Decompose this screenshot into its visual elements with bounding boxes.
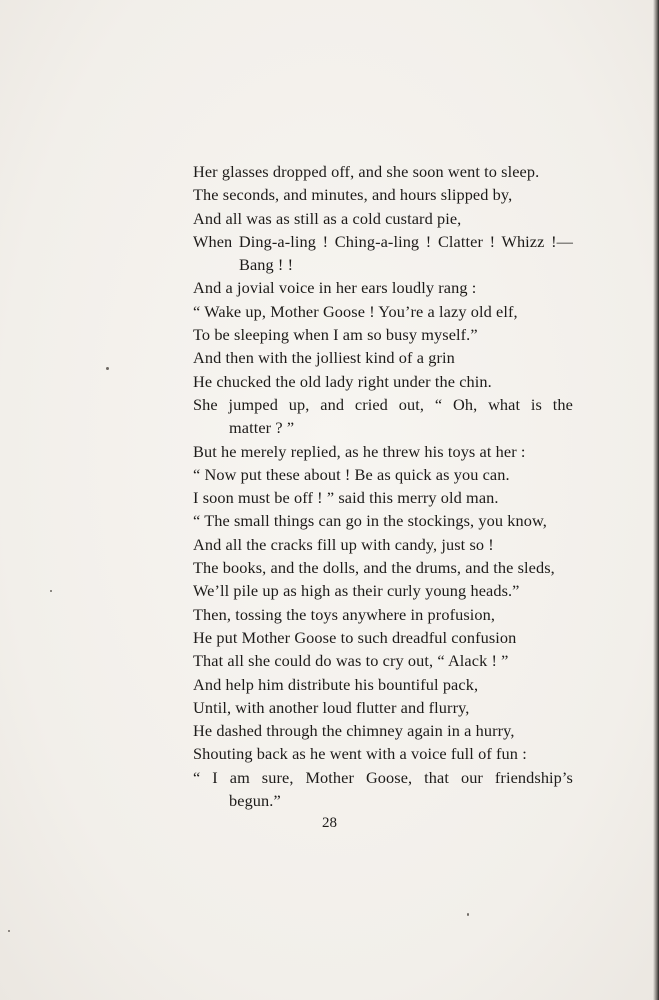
poem-line: Until, with another loud flutter and flurry, xyxy=(193,697,470,717)
poem-line: And all was as still as a cold custard pie, xyxy=(193,208,462,228)
paper-speck xyxy=(8,930,10,932)
poem-line: He put Mother Goose to such dreadful confusion xyxy=(193,627,517,647)
poem-line: We’ll pile up as high as their curly young heads.” xyxy=(193,581,520,601)
poem-line: “ I am sure, Mother Goose, that our friendship’s xyxy=(193,767,573,787)
page-number: 28 xyxy=(322,815,337,831)
poem-line: The books, and the dolls, and the drums, and the sleds, xyxy=(193,558,555,578)
poem-line: And all the cracks fill up with candy, just so ! xyxy=(193,534,494,554)
poem-line: I soon must be off ! ” said this merry old man. xyxy=(193,488,499,508)
poem-line: “ Wake up, Mother Goose ! You’re a lazy old elf, xyxy=(193,301,518,321)
poem-line: Shouting back as he went with a voice full of fun : xyxy=(193,744,527,764)
poem-line-continuation: Bang ! ! xyxy=(239,255,294,275)
paper-speck xyxy=(50,590,52,592)
poem-line: She jumped up, and cried out, “ Oh, what is the xyxy=(193,394,573,414)
poem-line: He dashed through the chimney again in a hurry, xyxy=(193,721,515,741)
poem-line: When Ding-a-ling ! Ching-a-ling ! Clatter ! Whizz !— xyxy=(193,231,573,251)
poem-line-continuation: matter ? ” xyxy=(229,418,295,438)
paper-speck xyxy=(106,367,109,370)
poem-line: But he merely replied, as he threw his toys at her : xyxy=(193,441,526,461)
poem-line: And help him distribute his bountiful pack, xyxy=(193,674,479,694)
paper-speck xyxy=(467,913,469,916)
poem-line: He chucked the old lady right under the chin. xyxy=(193,371,492,391)
poem-line-continuation: begun.” xyxy=(229,791,281,811)
poem-line: To be sleeping when I am so busy myself.” xyxy=(193,325,478,345)
poem-text xyxy=(193,160,573,812)
poem-line: Then, tossing the toys anywhere in profusion, xyxy=(193,604,496,624)
page-edge-shadow xyxy=(653,0,659,1000)
poem-line: The seconds, and minutes, and hours slipped by, xyxy=(193,185,513,205)
poem-line: That all she could do was to cry out, “ Alack ! ” xyxy=(193,651,509,671)
poem-line: “ Now put these about ! Be as quick as you can. xyxy=(193,464,510,484)
poem-line: “ The small things can go in the stockings, you know, xyxy=(193,511,547,531)
poem-line: Her glasses dropped off, and she soon went to sleep. xyxy=(193,162,540,181)
poem-line: And then with the jolliest kind of a grin xyxy=(193,348,455,368)
poem-line: And a jovial voice in her ears loudly rang : xyxy=(193,278,477,298)
